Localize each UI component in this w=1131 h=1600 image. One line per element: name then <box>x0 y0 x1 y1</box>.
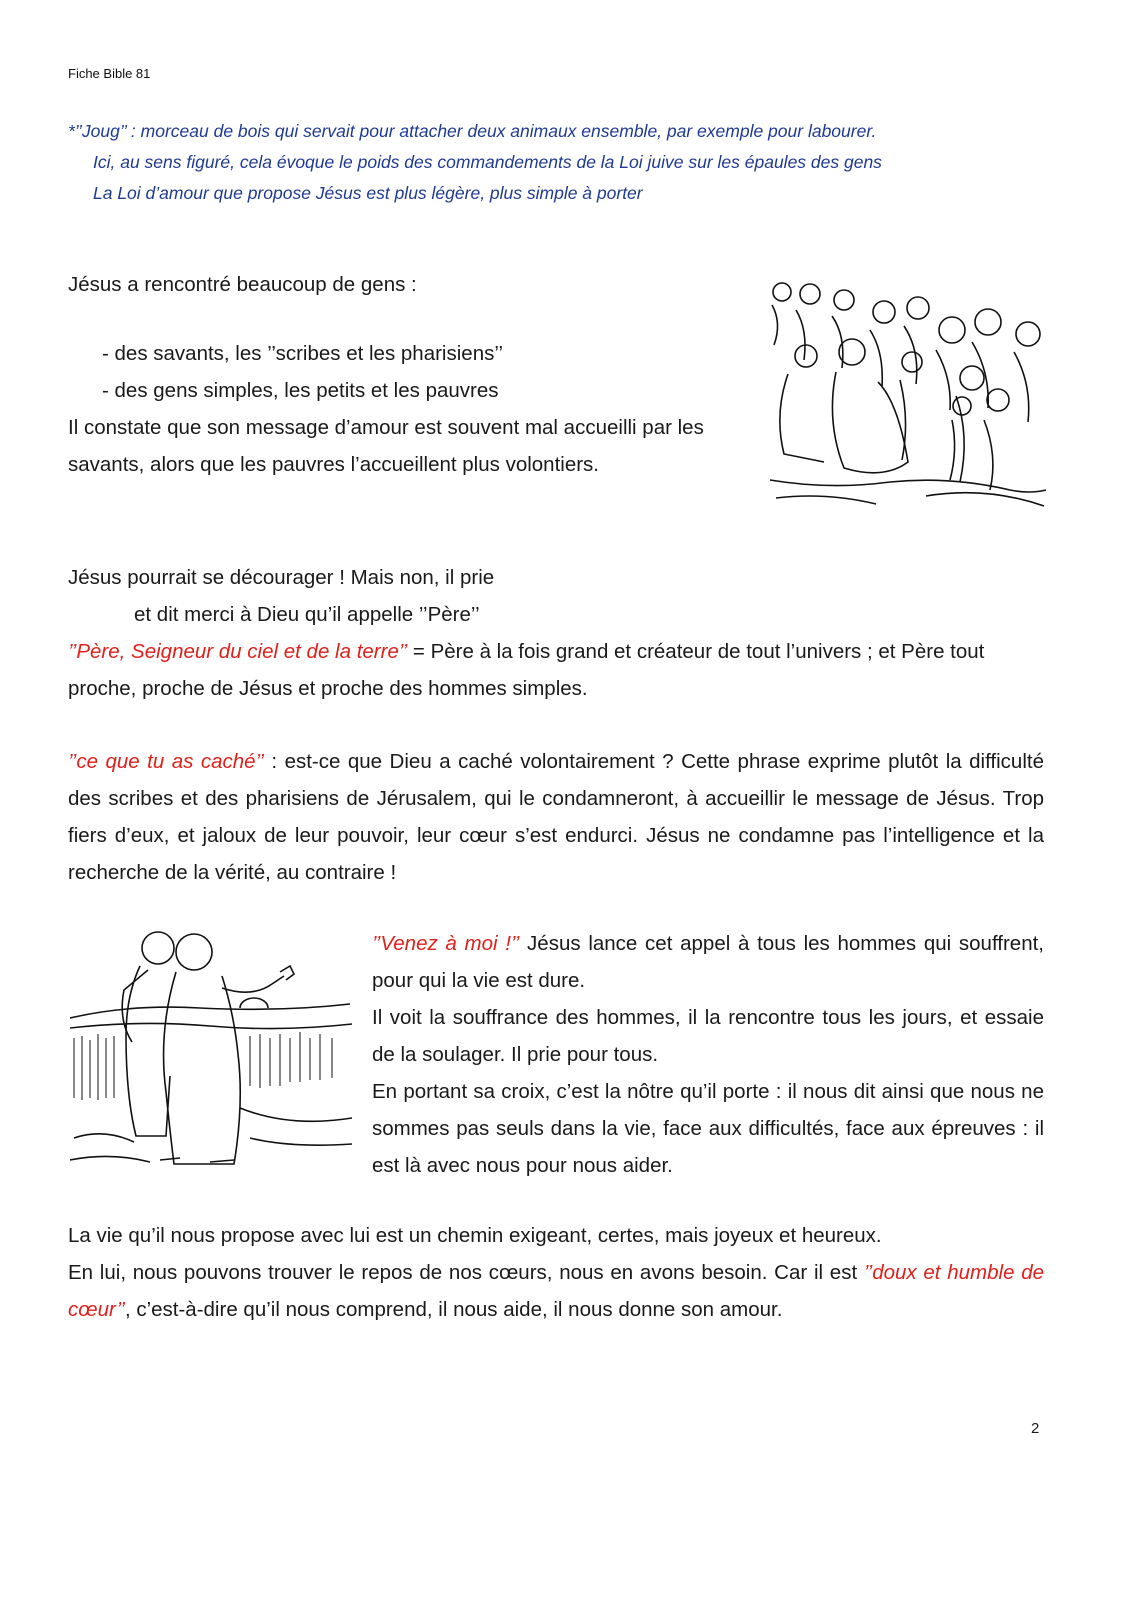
quote: ’’doux et humble de cœur’’ <box>68 1261 1045 1321</box>
quote: ’’Père, Seigneur du ciel et de la terre’’ <box>68 640 408 663</box>
paragraph-text: Jésus lance cet appel à tous les hommes qui souffrent, pour qui la vie est dure. <box>372 932 1044 992</box>
section-encounters <box>68 266 733 483</box>
footnote-line: *’’Joug’’ : morceau de bois qui servait pour attacher deux animaux ensemble, par exemple pour labourer. <box>68 121 877 141</box>
paragraph: Il voit la souffrance des hommes, il la rencontre tous les jours, et essaie de la soulager. Il prie pour tous. <box>372 1006 1044 1066</box>
page-number: 2 <box>1031 1420 1040 1437</box>
list-item: - des savants, les ’’scribes et les pharisiens’’ <box>102 342 504 365</box>
section-hidden <box>68 743 1044 891</box>
paragraph <box>68 1254 1044 1328</box>
section-rest <box>68 1217 1044 1328</box>
paragraph-text: , c’est-à-dire qu’il nous comprend, il nous aide, il nous donne son amour. <box>124 1298 783 1321</box>
section-come-to-me <box>372 925 1044 1184</box>
walkers-illustration <box>70 908 352 1170</box>
paragraph-text: En lui, nous pouvons trouver le repos de nos cœurs, nous en avons besoin. Car il est <box>68 1261 864 1284</box>
intro-line: Jésus a rencontré beaucoup de gens : <box>68 273 417 296</box>
paragraph-line: La vie qu’il nous propose avec lui est un chemin exigeant, certes, mais joyeux et heureux. <box>68 1224 882 1247</box>
page-header: Fiche Bible 81 <box>68 66 151 81</box>
paragraph <box>372 925 1044 999</box>
section-prayer <box>68 559 1048 707</box>
quote: ’’Venez à moi !’’ <box>372 932 520 955</box>
crowd-illustration <box>766 270 1048 512</box>
quote: ’’ce que tu as caché’’ <box>68 750 264 773</box>
list-item: - des gens simples, les petits et les pauvres <box>102 379 499 402</box>
footnote-joug <box>68 116 1068 209</box>
paragraph: Il constate que son message d’amour est souvent mal accueilli par les savants, alors que les pauvres l’accueillent plus volontiers. <box>68 416 704 476</box>
footnote-line: La Loi d’amour que propose Jésus est plus légère, plus simple à porter <box>93 183 643 203</box>
paragraph: En portant sa croix, c’est la nôtre qu’il porte : il nous dit ainsi que nous ne sommes pas seuls dans la vie, face aux difficultés, face aux épreuves : il est là avec nous pour nous aider. <box>372 1080 1044 1177</box>
footnote-line: Ici, au sens figuré, cela évoque le poids des commandements de la Loi juive sur les épaules des gens <box>93 152 882 172</box>
paragraph-line: et dit merci à Dieu qu’il appelle ’’Père’’ <box>134 603 480 626</box>
paragraph-text: : est-ce que Dieu a caché volontairement ? Cette phrase exprime plutôt la difficulté des scribes et des pharisiens de Jérusalem, qui le condamneront, à accueillir le message de Jésus. Trop fiers d’eux, et jaloux de leur pouvoir, leur cœur s’est endurci. Jésus ne condamne pas l’intelligence et la recherche de la vérité, au contraire ! <box>68 750 1044 884</box>
paragraph-line: Jésus pourrait se décourager ! Mais non, il prie <box>68 566 495 589</box>
paragraph-text: = Père à la fois grand et créateur de tout l’univers ; et Père tout proche, proche de Jésus et proche des hommes simples. <box>68 640 985 700</box>
paragraph <box>68 633 1048 707</box>
